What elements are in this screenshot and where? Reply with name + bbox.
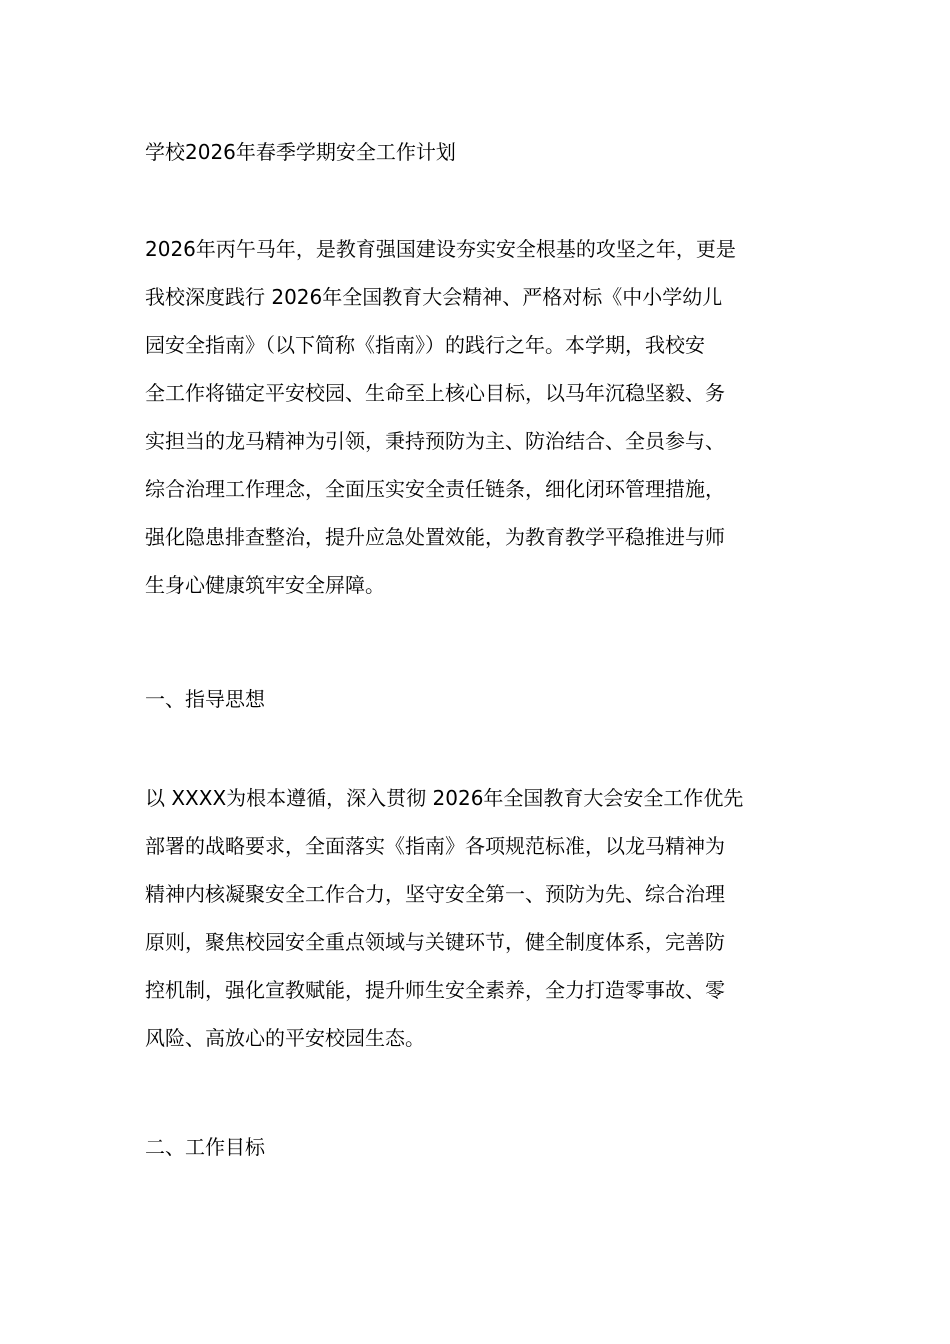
paragraph-line: 生身心健康筑牢安全屏障。: [145, 573, 385, 597]
document-title: 学校2026年春季学期安全工作计划: [145, 140, 456, 164]
section-heading-work-goals: 二、工作目标: [145, 1135, 265, 1159]
paragraph-line: 综合治理工作理念，全面压实安全责任链条，细化闭环管理措施，: [145, 477, 725, 501]
paragraph-line: 原则，聚焦校园安全重点领域与关键环节，健全制度体系，完善防: [145, 930, 725, 954]
paragraph-line: 我校深度践行 2026年全国教育大会精神、严格对标《中小学幼儿: [145, 285, 723, 309]
paragraph-line: 强化隐患排查整治，提升应急处置效能，为教育教学平稳推进与师: [145, 525, 725, 549]
paragraph-line: 园安全指南》（以下简称《指南》）的践行之年。本学期，我校安: [145, 333, 705, 357]
paragraph-line: 实担当的龙马精神为引领，秉持预防为主、防治结合、全员参与、: [145, 429, 725, 453]
guiding-ideology-paragraph: [145, 774, 825, 1062]
paragraph-line: 2026年丙午马年，是教育强国建设夯实安全根基的攻坚之年，更是: [145, 237, 736, 261]
paragraph-line: 部署的战略要求，全面落实《指南》各项规范标准，以龙马精神为: [145, 834, 725, 858]
paragraph-line: 控机制，强化宣教赋能，提升师生安全素养，全力打造零事故、零: [145, 978, 725, 1002]
section-heading-guiding-ideology: 一、指导思想: [145, 687, 265, 711]
paragraph-line: 精神内核凝聚安全工作合力，坚守安全第一、预防为先、综合治理: [145, 882, 725, 906]
paragraph-line: 以 XXXX为根本遵循，深入贯彻 2026年全国教育大会安全工作优先: [145, 786, 744, 810]
paragraph-line: 全工作将锚定平安校园、生命至上核心目标，以马年沉稳坚毅、务: [145, 381, 725, 405]
paragraph-line: 风险、高放心的平安校园生态。: [145, 1026, 425, 1050]
intro-paragraph: [145, 225, 825, 609]
